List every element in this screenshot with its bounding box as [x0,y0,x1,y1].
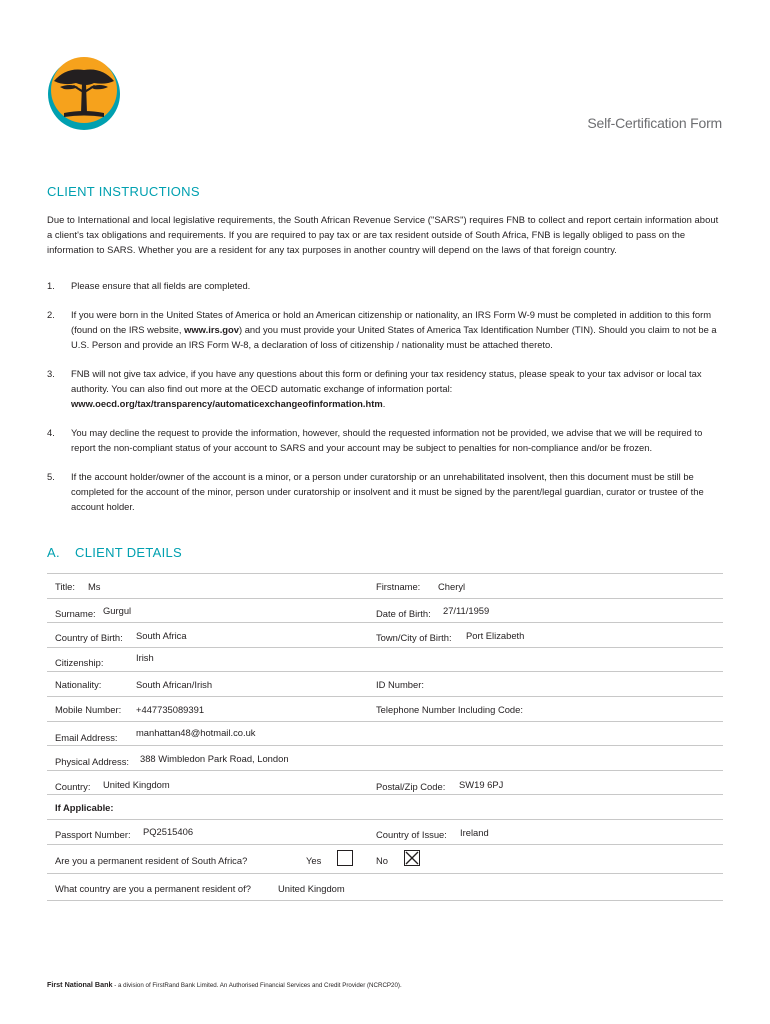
physical-address-field[interactable]: 388 Wimbledon Park Road, London [140,753,289,765]
email-field[interactable]: manhattan48@hotmail.co.uk [136,726,256,738]
row-nationality: Nationality: South African/Irish ID Number: [47,672,723,697]
postal-code-field[interactable]: SW19 6PJ [459,778,504,790]
footer-brand: First National Bank [47,980,113,989]
footer-text: - a division of FirstRand Bank Limited. An Authorised Financial Services and Credit Provider (NCRCP20). [112,982,402,989]
list-item: 3. FNB will not give tax advice, if you have any questions about this form or defining your tax residency status, please speak to your tax advisor or local tax authority. You can also find out more at the OECD automatic exchange of information portal: www.oecd.org/tax/transparency/automaticexchangeofinformation.htm. [47,368,702,409]
list-item: 1. Please ensure that all fields are completed. [47,280,251,291]
no-checkbox[interactable] [404,850,420,866]
mobile-field[interactable]: +447735089391 [136,703,205,715]
permanent-country-field[interactable]: United Kingdom [278,882,345,894]
form-title: Self-Certification Form [587,115,722,131]
irs-link[interactable]: www.irs.gov [184,324,239,335]
row-address: Physical Address: 388 Wimbledon Park Road, London [47,746,723,771]
oecd-link[interactable]: www.oecd.org/tax/transparency/automaticexchangeofinformation.htm [71,398,383,409]
country-of-birth-field[interactable]: South Africa [136,630,187,642]
country-field[interactable]: United Kingdom [103,778,170,790]
list-item: 2. If you were born in the United States of America or hold an American citizenship or nationality, an IRS Form W-9 must be completed in addition to this form (found on the IRS website, www.irs.gov) and you must provide your United States of America Tax Identification Number (TIN). Should you claim to not be a U.S. Person and provide an IRS Form W-8, a declaration of loss of citizenship / nationality must be attached thereto. [47,309,717,350]
client-details-heading: A. CLIENT DETAILS [47,545,183,560]
town-of-birth-field[interactable]: Port Elizabeth [466,630,525,642]
row-passport: Passport Number: PQ2515406 Country of Issue: Ireland [47,819,723,845]
list-item: 4. You may decline the request to provide the information, however, should the requested information not be provided, we advise that we will be required to report the non-compliant status of your account to SARS and your account may be subject to penalties for non-compliance and/or be frozen. [47,427,703,453]
fnb-logo [46,57,122,131]
row-citizenship: Citizenship: Irish [47,648,723,673]
instructions-heading: CLIENT INSTRUCTIONS [47,184,200,199]
client-details-form [47,573,723,901]
dob-field[interactable]: 27/11/1959 [443,604,490,616]
row-email: Email Address: manhattan48@hotmail.co.uk [47,722,723,747]
list-item: 5. If the account holder/owner of the account is a minor, or a person under curatorship or an unrehabilitated insolvent, then this document must be still be completed for the account of the minor, person under curatorship or insolvent and it must be signed by the parent/legal guardian, curator or trustee of the account holder. [47,471,704,512]
row-permanent-resident: Are you a permanent resident of South Africa? Yes No [47,845,723,874]
instructions-list [47,278,723,523]
row-country: Country: United Kingdom Postal/Zip Code: SW19 6PJ [47,771,723,796]
row-surname: Surname: Gurgul Date of Birth: 27/11/1959 [47,599,723,624]
row-birth: Country of Birth: South Africa Town/City of Birth: Port Elizabeth [47,623,723,648]
surname-field[interactable]: Gurgul [103,604,132,616]
checkmark-x-icon [405,851,419,865]
citizenship-field[interactable]: Irish [136,651,154,663]
passport-field[interactable]: PQ2515406 [143,825,194,837]
instructions-intro: Due to International and local legislative requirements, the South African Revenue Service ("SARS") requires FNB to collect and report certain information about a client's tax obligations and requirements. If you are required to pay tax or are tax resident outside of South Africa, FNB is legally obliged to pass on the information to SARS. Whether you are a resident for any tax purposes in another country will depend on the laws of that foreign country. [47,214,719,255]
row-permanent-country: What country are you a permanent resident of? United Kingdom [47,874,723,901]
firstname-field[interactable]: Cheryl [438,581,466,592]
row-title: Title: Ms Firstname: Cheryl [47,573,723,599]
tree-logo-icon [46,57,122,131]
footer [47,980,402,989]
nationality-field[interactable]: South African/Irish [136,679,213,691]
title-field[interactable]: Ms [88,581,101,592]
if-applicable-label: If Applicable: [55,802,114,814]
row-phone: Mobile Number: +447735089391 Telephone Number Including Code: [47,697,723,722]
row-if-applicable [47,795,723,819]
country-of-issue-field[interactable]: Ireland [460,826,489,838]
yes-checkbox[interactable] [337,850,353,866]
